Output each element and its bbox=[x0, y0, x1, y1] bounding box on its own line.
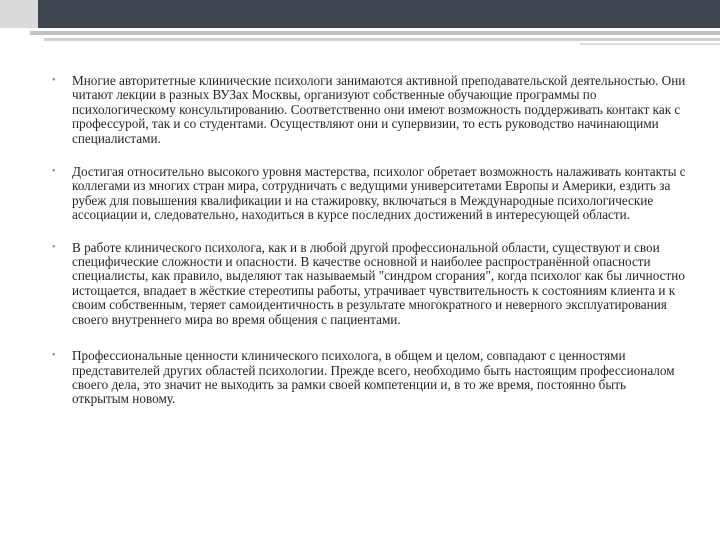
slide-bullet-list bbox=[50, 74, 686, 426]
bullet-text: Многие авторитетные клинические психологи занимаются активной преподавательской деятельностью. Они читают лекции в разных ВУЗах Москвы, организуют собственные обучающие программы по психологическому консультированию. Соответственно они имеют возможность поддерживать контакт как с профессурой, так и со студентами. Осуществляют они и супервизии, то есть руководство начинающими специалистами. bbox=[72, 73, 686, 146]
bullet-item bbox=[50, 349, 686, 407]
bullet-marker: • bbox=[52, 166, 56, 178]
bullet-item bbox=[50, 241, 686, 327]
bullet-text: В работе клинического психолога, как и в любой другой профессиональной области, существуют и свои специфические сложности и опасности. В качестве основной и наиболее распространённой опасности специалисты, как правило, выделяют так называемый "синдром сгорания", когда психолог как бы личностно истощается, впадает в жёсткие стереотипы работы, утрачивает чувствительность к состояниям клиента и к своим собственным, теряет самоидентичность в результате многократного и неверного эксплуатирования своего внутреннего мира во время общения с пациентами. bbox=[72, 239, 685, 327]
bullet-marker: • bbox=[52, 75, 56, 86]
decorative-stripe bbox=[44, 38, 720, 41]
bullet-text: Достигая относительно высокого уровня мастерства, психолог обретает возможность налаживать контакты с коллегами из многих стран мира, сотрудничать с ведущими университетами Европы и Америки, ездить за рубеж для повышения квалификации и на стажировку, включаться в Международные психологические ассоциации и, следовательно, находиться в курсе последних достижений в интересующей области. bbox=[72, 164, 686, 223]
bullet-item bbox=[50, 74, 686, 146]
decorative-stripe bbox=[580, 43, 720, 45]
header-dark-band bbox=[38, 0, 720, 28]
bullet-marker: • bbox=[52, 350, 56, 362]
bullet-marker: • bbox=[52, 241, 56, 253]
bullet-item bbox=[50, 165, 686, 223]
decorative-stripe bbox=[30, 31, 720, 35]
bullet-text: Профессиональные ценности клинического психолога, в общем и целом, совпадают с ценностями представителей других областей психологии. Прежде всего, необходимо быть настоящим профессионалом своего дела, это значит не выходить за рамки своей компетенции и, в то же время, постоянно быть открытым новому. bbox=[72, 348, 675, 407]
